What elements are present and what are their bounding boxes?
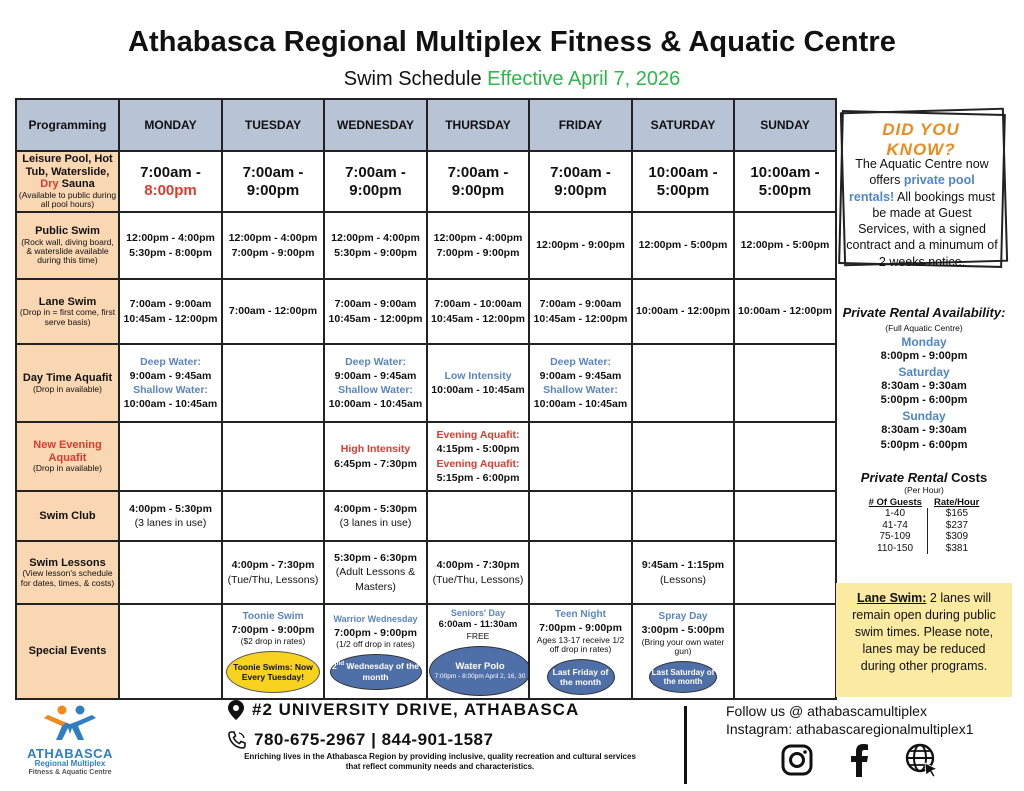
- page-subtitle: [0, 68, 1024, 91]
- multiplex-logo: [20, 704, 120, 784]
- did-you-know-text: The Aquatic Centre now offers private pool rentals! All bookings must be made at Guest Services, with a signed contract and a minumum of 2 weeks notice.: [846, 157, 998, 269]
- club-friday: [529, 491, 632, 541]
- table-row: 75-109 $309: [863, 531, 986, 543]
- public-sunday: 12:00pm - 5:00pm: [734, 212, 836, 279]
- leisure-sunday: 10:00am - 5:00pm: [734, 151, 836, 212]
- lessons-tuesday: 4:00pm - 7:30pm (Tue/Thu, Lessons): [222, 541, 324, 604]
- event-spray-time: 3:00pm - 5:00pm: [641, 624, 725, 637]
- row-lane-swim: [16, 279, 836, 344]
- lessons-saturday: 9:45am - 1:15pm (Lessons): [632, 541, 734, 604]
- public-tuesday: 12:00pm - 4:00pm 7:00pm - 9:00pm: [222, 212, 324, 279]
- event-spray-title: Spray Day: [658, 610, 708, 622]
- leisure-tuesday: 7:00am - 9:00pm: [222, 151, 324, 212]
- event-teen-time: 7:00pm - 9:00pm: [539, 622, 622, 635]
- lessons-friday: [529, 541, 632, 604]
- lane-monday: 7:00am - 9:00am 10:45am - 12:00pm: [119, 279, 222, 344]
- lane-tuesday: 7:00am - 12:00pm: [222, 279, 324, 344]
- leisure-wednesday: 7:00am - 9:00pm: [324, 151, 427, 212]
- lessons-sunday: [734, 541, 836, 604]
- event-teen-title: Teen Night: [555, 608, 606, 620]
- logo-name: ATHABASCA: [27, 746, 113, 761]
- public-saturday: 12:00pm - 5:00pm: [632, 212, 734, 279]
- aquafit-sunday: [734, 344, 836, 422]
- evening-saturday: [632, 422, 734, 491]
- event-warrior-time: 7:00pm - 9:00pm: [334, 626, 417, 639]
- event-spray-note: (Bring your own water gun): [641, 636, 725, 657]
- public-monday: 12:00pm - 4:00pm 5:30pm - 8:00pm: [119, 212, 222, 279]
- did-you-know-box: [838, 108, 1006, 269]
- events-monday: [119, 604, 222, 699]
- event-teen-note: Ages 13-17 receive 1/2 off drop in rates): [536, 634, 625, 655]
- row-label-lane-swim: Lane Swim (Drop in = first come, first serve basis): [16, 279, 119, 344]
- event-toonie-time: 7:00pm - 9:00pm: [231, 624, 315, 637]
- rental-availability-heading: Private Rental Availability:: [842, 305, 1006, 320]
- subtitle-prefix: Swim Schedule: [343, 68, 482, 90]
- header-row: [16, 99, 836, 151]
- leisure-thursday: 7:00am - 9:00pm: [427, 151, 529, 212]
- evening-monday: [119, 422, 222, 491]
- rental-time: 5:00pm - 6:00pm: [880, 394, 968, 407]
- lane-sunday: 10:00am - 12:00pm: [734, 279, 836, 344]
- aquafit-thursday: Low Intensity 10:00am - 10:45am: [427, 344, 529, 422]
- event-warrior-note: (1/2 off drop in rates): [336, 638, 415, 649]
- lane-swim-note: Lane Swim: 2 lanes will remain open during public swim times. Please note, lanes may be reduced during other programs.: [836, 583, 1012, 697]
- event-toonie-title: Toonie Swim: [242, 610, 304, 622]
- club-thursday: [427, 491, 529, 541]
- aquafit-saturday: [632, 344, 734, 422]
- aquafit-monday: Deep Water: 9:00am - 9:45am Shallow Water: 10:00am - 10:45am: [119, 344, 222, 422]
- table-row: 110-150 $381: [863, 543, 986, 555]
- rental-time: 8:00pm - 9:00pm: [880, 349, 968, 362]
- mission-statement: Enriching lives in the Athabasca Region by providing inclusive, quality recreation and cultural services that reflect community needs and characteristics.: [244, 752, 636, 772]
- event-toonie-note: ($2 drop in rates): [240, 636, 306, 647]
- social-follow: [726, 703, 973, 738]
- lessons-wednesday: 5:30pm - 6:30pm (Adult Lessons & Masters): [324, 541, 427, 604]
- events-wednesday: [324, 604, 427, 699]
- row-label-daytime-aquafit: Day Time Aquafit (Drop in available): [16, 344, 119, 422]
- rental-costs-table: [863, 497, 986, 554]
- website-icon[interactable]: [904, 742, 940, 778]
- row-leisure: [16, 151, 836, 212]
- private-rental-availability: [840, 303, 1008, 452]
- table-row: 41-74 $237: [863, 520, 986, 532]
- logo-subname: Regional Multiplex: [34, 759, 106, 768]
- aquafit-wednesday: Deep Water: 9:00am - 9:45am Shallow Water: 10:00am - 10:45am: [324, 344, 427, 422]
- row-label-public-swim: Public Swim (Rock wall, diving board, & waterslide available during this time): [16, 212, 119, 279]
- event-seniors-note: FREE: [466, 631, 490, 642]
- events-tuesday: [222, 604, 324, 699]
- events-sunday: [734, 604, 836, 699]
- public-thursday: 12:00pm - 4:00pm 7:00pm - 9:00pm: [427, 212, 529, 279]
- lane-wednesday: 7:00am - 9:00am 10:45am - 12:00pm: [324, 279, 427, 344]
- col-programming: Programming: [16, 99, 119, 151]
- col-sunday: SUNDAY: [734, 99, 836, 151]
- rental-costs-sub: (Per Hour): [904, 485, 944, 495]
- did-you-know-heading: DID YOU KNOW?: [882, 120, 960, 159]
- evening-friday: [529, 422, 632, 491]
- evening-thursday: Evening Aquafit: 4:15pm - 5:00pm Evening Aquafit: 5:15pm - 6:00pm: [427, 422, 529, 491]
- subtitle-effective: Effective April 7, 2026: [487, 68, 681, 90]
- events-friday: [529, 604, 632, 699]
- address: [228, 700, 579, 720]
- event-water-polo-oval: Water Polo 7:00pm - 8:00pm April 2, 16, 30: [429, 646, 529, 696]
- facebook-icon[interactable]: [848, 743, 870, 777]
- public-wednesday: 12:00pm - 4:00pm 5:30pm - 9:00pm: [324, 212, 427, 279]
- lane-saturday: 10:00am - 12:00pm: [632, 279, 734, 344]
- rental-time: 8:30am - 9:30am: [881, 424, 967, 437]
- leisure-saturday: 10:00am - 5:00pm: [632, 151, 734, 212]
- evening-wednesday: High Intensity 6:45pm - 7:30pm: [324, 422, 427, 491]
- rental-day-saturday: Saturday: [898, 364, 950, 379]
- event-teen-oval: Last Friday of the month: [547, 659, 615, 695]
- social-icons: [780, 742, 940, 778]
- col-tuesday: TUESDAY: [222, 99, 324, 151]
- event-warrior-oval: 2nd Wednesday of the month: [330, 654, 422, 690]
- row-label-special-events: Special Events: [16, 604, 119, 699]
- rental-availability-sub: (Full Aquatic Centre): [885, 322, 963, 333]
- instagram-icon[interactable]: [780, 743, 814, 777]
- event-warrior-title: Warrior Wednesday: [333, 614, 418, 625]
- rental-costs-heading: Private Rental Costs: [860, 470, 988, 485]
- lessons-monday: [119, 541, 222, 604]
- costs-col-rate: Rate/Hour: [933, 497, 980, 508]
- phone-text: 780-675-2967 | 844-901-1587: [254, 730, 494, 749]
- page-title: Athabasca Regional Multiplex Fitness & Aquatic Centre: [127, 26, 897, 58]
- row-swim-lessons: [16, 541, 836, 604]
- rental-time: 8:30am - 9:30am: [881, 379, 967, 392]
- event-seniors-title: Seniors' Day: [450, 608, 506, 619]
- club-saturday: [632, 491, 734, 541]
- club-wednesday: 4:00pm - 5:30pm (3 lanes in use): [324, 491, 427, 541]
- footer-divider: [684, 706, 687, 784]
- rental-day-sunday: Sunday: [902, 409, 946, 424]
- evening-tuesday: [222, 422, 324, 491]
- aquafit-friday: Deep Water: 9:00am - 9:45am Shallow Water: 10:00am - 10:45am: [529, 344, 632, 422]
- table-row: 1-40 $165: [863, 508, 986, 520]
- phone-icon: [228, 731, 246, 749]
- row-swim-club: [16, 491, 836, 541]
- col-friday: FRIDAY: [529, 99, 632, 151]
- swim-schedule-table: [15, 98, 837, 700]
- row-evening-aquafit: [16, 422, 836, 491]
- col-wednesday: WEDNESDAY: [324, 99, 427, 151]
- follow-text: Follow us @ athabascamultiplex: [726, 703, 927, 719]
- lessons-thursday: 4:00pm - 7:30pm (Tue/Thu, Lessons): [427, 541, 529, 604]
- rental-day-monday: Monday: [901, 334, 947, 349]
- evening-sunday: [734, 422, 836, 491]
- event-seniors-time: 6:00am - 11:30am: [438, 619, 518, 631]
- event-spray-oval: Last Saturday of the month: [649, 661, 717, 693]
- row-special-events: [16, 604, 836, 699]
- events-thursday: [427, 604, 529, 699]
- address-text: #2 UNIVERSITY DRIVE, ATHABASCA: [252, 700, 580, 719]
- public-friday: 12:00pm - 9:00pm: [529, 212, 632, 279]
- logo-tagline: Fitness & Aquatic Centre: [28, 768, 112, 776]
- aquafit-tuesday: [222, 344, 324, 422]
- event-toonie-oval: Toonie Swims: Now Every Tuesday!: [226, 651, 320, 693]
- row-label-evening-aquafit: New Evening Aquafit (Drop in available): [16, 422, 119, 491]
- phone: [228, 730, 493, 750]
- lane-friday: 7:00am - 9:00am 10:45am - 12:00pm: [529, 279, 632, 344]
- private-rental-costs: [840, 470, 1008, 554]
- col-thursday: THURSDAY: [427, 99, 529, 151]
- row-label-swim-lessons: Swim Lessons (View lesson's schedule for dates, times, & costs): [16, 541, 119, 604]
- row-public-swim: [16, 212, 836, 279]
- rental-time: 5:00pm - 6:00pm: [880, 438, 968, 451]
- row-daytime-aquafit: [16, 344, 836, 422]
- events-saturday: [632, 604, 734, 699]
- lane-thursday: 7:00am - 10:00am 10:45am - 12:00pm: [427, 279, 529, 344]
- logo-figures-icon: [40, 704, 100, 742]
- costs-col-guests: # Of Guests: [868, 497, 922, 508]
- location-pin-icon: [228, 700, 244, 720]
- col-monday: MONDAY: [119, 99, 222, 151]
- instagram-handle: Instagram: athabascaregionalmultiplex1: [726, 720, 974, 737]
- club-sunday: [734, 491, 836, 541]
- club-monday: 4:00pm - 5:30pm (3 lanes in use): [119, 491, 222, 541]
- col-saturday: SATURDAY: [632, 99, 734, 151]
- row-label-leisure: Leisure Pool, Hot Tub, Waterslide, Dry Sauna (Available to public during all pool hours): [16, 151, 119, 212]
- club-tuesday: [222, 491, 324, 541]
- leisure-friday: 7:00am - 9:00pm: [529, 151, 632, 212]
- row-label-swim-club: Swim Club: [16, 491, 119, 541]
- leisure-monday: 7:00am - 8:00pm: [119, 151, 222, 212]
